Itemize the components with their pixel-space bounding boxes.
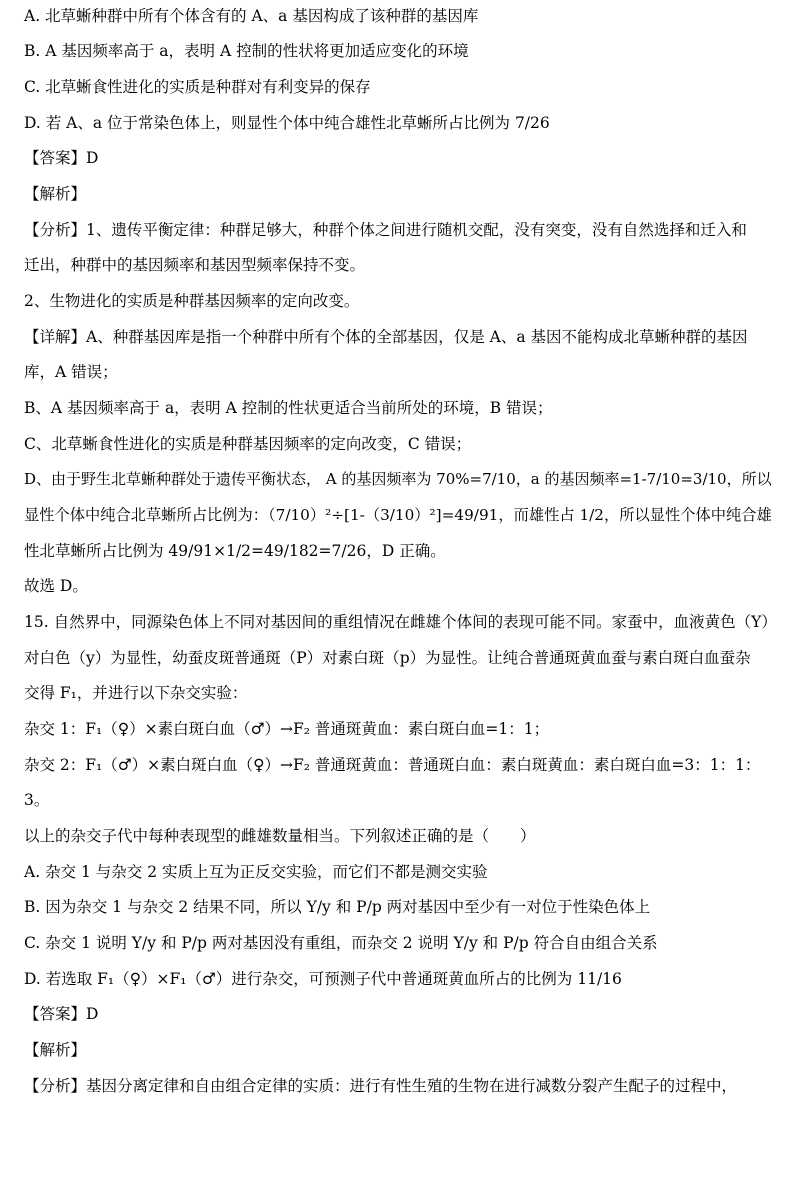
analysis-text: 迁出，种群中的基因频率和基因型频率保持不变。 [24,256,366,274]
analysis-text: 【分析】基因分离定律和自由组合定律的实质：进行有性生殖的生物在进行减数分裂产生配子的过程中， [24,1077,738,1095]
option-a: A. 北草蜥种群中所有个体含有的 A、a 基因构成了该种群的基因库 [24,7,479,25]
cross-1-text: 杂交 1：F₁（♀）×素白斑白血（♂）→F₂ 普通斑黄血：素白斑白血=1：1； [24,720,550,738]
answer-label: 【答案】D [24,149,99,167]
option-d: D. 若选取 F₁（♀）×F₁（♂）进行杂交，可预测子代中普通斑黄血所占的比例为 11/16 [24,970,622,988]
question-15-stem: 15. 自然界中，同源染色体上不同对基因间的重组情况在雌雄个体间的表现可能不同。家蚕中，血液黄色（Y） [24,613,777,631]
option-c: C. 杂交 1 说明 Y/y 和 P/p 两对基因没有重组，而杂交 2 说明 Y/y 和 P/p 符合自由组合关系 [24,934,658,952]
analysis-text: 2、生物进化的实质是种群基因频率的定向改变。 [24,292,360,310]
detail-text: 显性个体中纯合北草蜥所占比例为：（7/10）²÷[1-（3/10）²]=49/91，而雄性占 1/2，所以显性个体中纯合雄 [24,506,772,524]
question-prompt: 以上的杂交子代中每种表现型的雌雄数量相当。下列叙述正确的是（ ） [24,827,536,845]
cross-2-text: 3。 [24,791,50,809]
detail-text: 性北草蜥所占比例为 49/91×1/2=49/182=7/26，D 正确。 [24,542,446,560]
cross-2-text: 杂交 2：F₁（♂）×素白斑白血（♀）→F₂ 普通斑黄血：普通斑白血：素白斑黄血：素白斑白血=3：1：1： [24,756,761,774]
question-15-stem: 对白色（y）为显性，幼蚕皮斑普通斑（P）对素白斑（p）为显性。让纯合普通斑黄血蚕与素白斑白血蚕杂 [24,649,751,667]
detail-text: 【详解】A、种群基因库是指一个种群中所有个体的全部基因，仅是 A、a 基因不能构成北草蜥种群的基因 [24,328,748,346]
option-b: B. 因为杂交 1 与杂交 2 结果不同，所以 Y/y 和 P/p 两对基因中至少有一对位于性染色体上 [24,898,651,916]
detail-text: D、由于野生北草蜥种群处于遗传平衡状态， A 的基因频率为 70%=7/10，a 的基因频率=1-7/10=3/10，所以 [24,470,772,488]
question-15-stem: 交得 F₁，并进行以下杂交实验： [24,684,248,702]
detail-text: B、A 基因频率高于 a，表明 A 控制的性状更适合当前所处的环境，B 错误； [24,399,553,417]
option-c: C. 北草蜥食性进化的实质是种群对有利变异的保存 [24,78,371,96]
analysis-text: 【分析】1、遗传平衡定律：种群足够大，种群个体之间进行随机交配，没有突变，没有自然选择和迁入和 [24,221,747,239]
answer-label: 【答案】D [24,1005,99,1023]
detail-text: C、北草蜥食性进化的实质是种群基因频率的定向改变，C 错误； [24,435,472,453]
option-b: B. A 基因频率高于 a，表明 A 控制的性状将更加适应变化的环境 [24,42,469,60]
analysis-label: 【解析】 [24,185,87,203]
analysis-label: 【解析】 [24,1041,87,1059]
option-d: D. 若 A、a 位于常染色体上，则显性个体中纯合雄性北草蜥所占比例为 7/26 [24,114,550,132]
detail-text: 库，A 错误； [24,363,118,381]
option-a: A. 杂交 1 与杂交 2 实质上互为正反交实验，而它们不都是测交实验 [24,863,488,881]
conclusion-text: 故选 D。 [24,577,88,595]
